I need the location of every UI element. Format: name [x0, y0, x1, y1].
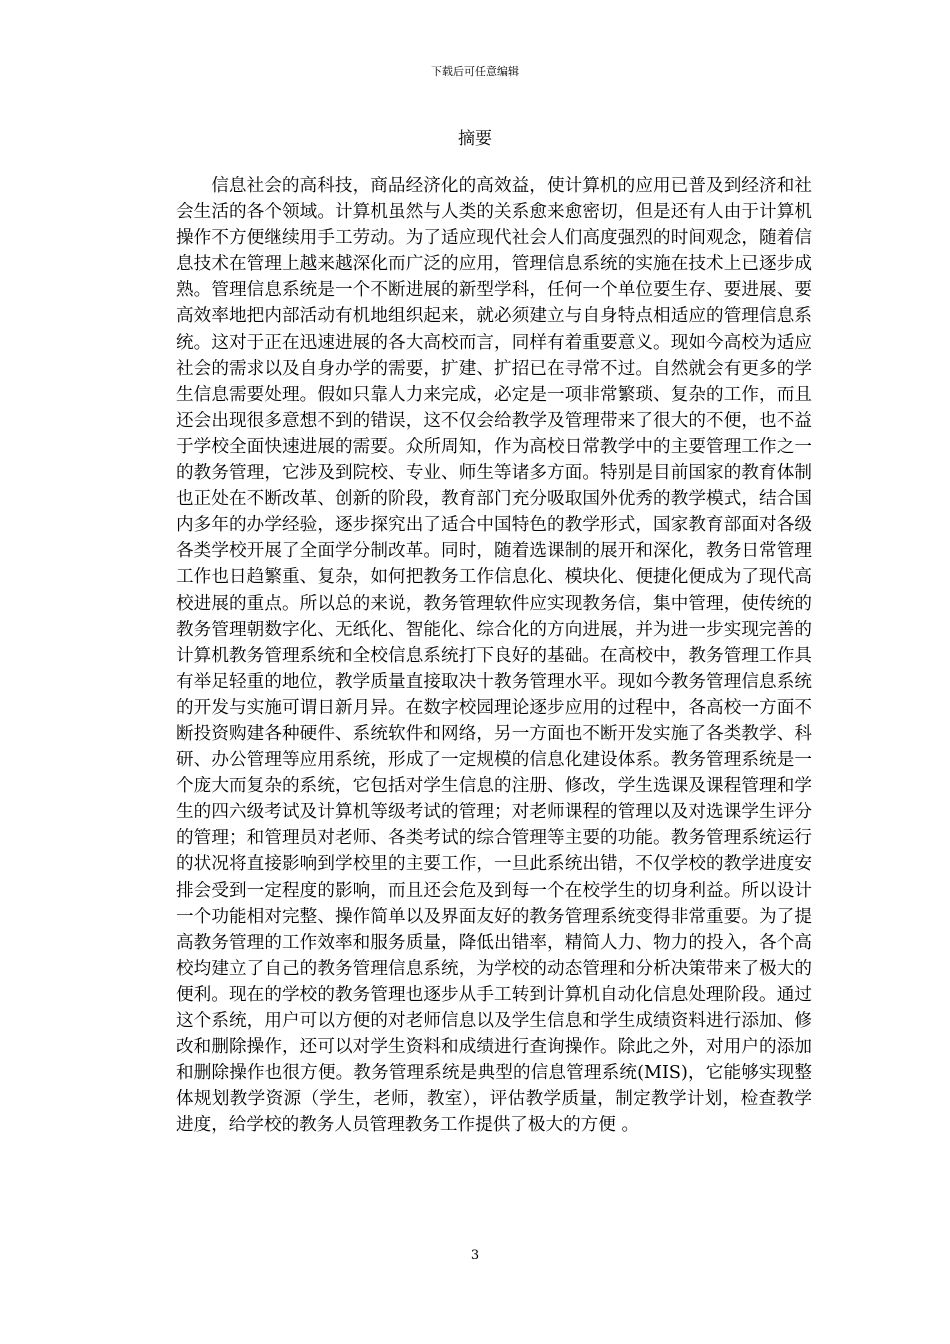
- page-number: 3: [470, 1248, 480, 1263]
- page-header: 下载后可任意编辑: [431, 65, 519, 78]
- abstract-paragraph: 信息社会的高科技，商品经济化的高效益，使计算机的应用已普及到经济和社会生活的各个领域。计算机虽然与人类的关系愈来愈密切，但是还有人由于计算机操作不方便继续用手工劳动。为了适应现代社会人们高度强烈的时间观念，随着信息技术在管理上越来越深化而广泛的应用，管理信息系统的实施在技术上已逐步成熟。管理信息系统是一个不断进展的新型学科，任何一个单位要生存、要进展、要高效率地把内部活动有机地组织起来，就必须建立与自身特点相适应的管理信息系统。这对于正在迅速进展的各大高校而言，同样有着重要意义。现如今高校为适应社会的需求以及自身办学的需要，扩建、扩招已在寻常不过。自然就会有更多的学生信息需要处理。假如只靠人力来完成，必定是一项非常繁琐、复杂的工作，而且还会出现很多意想不到的错误，这不仅会给教学及管理带来了很大的不便，也不益于学校全面快速进展的需要。众所周知，作为高校日常教学中的主要管理工作之一的教务管理，它涉及到院校、专业、师生等诸多方面。特别是目前国家的教育体制也正处在不断改革、创新的阶段，教育部门充分吸取国外优秀的教学模式，结合国内多年的办学经验，逐步探究出了适合中国特色的教学形式，国家教育部面对各级各类学校开展了全面学分制改革。同时，随着选课制的展开和深化，教务日常管理工作也日趋繁重、复杂，如何把教务工作信息化、模块化、便捷化便成为了现代高校进展的重点。所以总的来说，教务管理软件应实现教务信，集中管理，使传统的教务管理朝数字化、无纸化、智能化、综合化的方向进展，并为进一步实现完善的计算机教务管理系统和全校信息系统打下良好的基础。在高校中，教务管理工作具有举足轻重的地位，教学质量直接取决十教务管理水平。现如今教务管理信息系统的开发与实施可谓日新月异。在数字校园理论逐步应用的过程中，各高校一方面不断投资购建各种硬件、系统软件和网络，另一方面也不断开发实施了各类教学、科研、办公管理等应用系统，形成了一定规模的信息化建设体系。教务管理系统是一个庞大而复杂的系统，它包括对学生信息的注册、修改，学生选课及课程管理和学生的四六级考试及计算机等级考试的管理；对老师课程的管理以及对选课学生评分的管理；和管理员对老师、各类考试的综合管理等主要的功能。教务管理系统运行的状况将直接影响到学校里的主要工作，一旦此系统出错，不仅学校的教学进度安排会受到一定程度的影响，而且还会危及到每一个在校学生的切身利益。所以设计一个功能相对完整、操作简单以及界面友好的教务管理系统变得非常重要。为了提高教务管理的工作效率和服务质量，降低出错率，精简人力、物力的投入，各个高校均建立了自己的教务管理信息系统，为学校的动态管理和分析决策带来了极大的便利。现在的学校的教务管理也逐步从手工转到计算机自动化信息处理阶段。通过这个系统，用户可以方便的对老师信息以及学生信息和学生成绩资料进行添加、修改和删除操作，还可以对学生资料和成绩进行查询操作。除此之外，对用户的添加和删除操作也很方便。教务管理系统是典型的信息管理系统(MIS)，它能够实现整体规划教学资源（学生，老师，教室），评估教学质量，制定教学计划，检查教学进度，给学校的教务人员管理教务工作提供了极大的方便 。: [176, 176, 812, 1136]
- document-title: 摘要: [458, 129, 492, 149]
